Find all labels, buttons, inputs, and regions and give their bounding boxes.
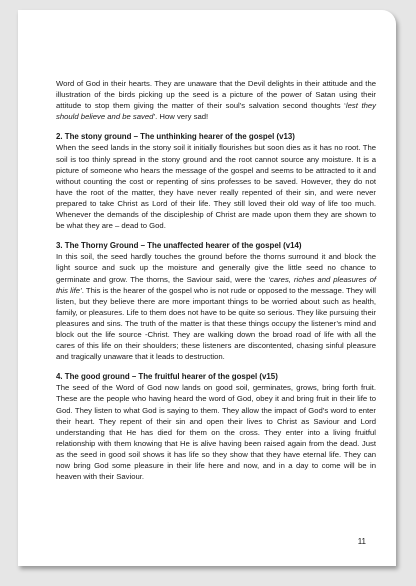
section-3-text-2: . This is the hearer of the gospel who is not rude or opposed to the message. They will listen, but they believe there are more important things to be worried about such as health, family, or pleasures. Life to them does not have to be quite so serious. They like pursuing their pleasures and sins. The truth of the matter is that these things occupy the listener’s mind and block out the life source -Christ. They are walking down the broad road of life with all the cares of this life on their shoulders; these listeners are discontented, chasing sinful pleasure and tragically unaware that it leads to destruction. <box>56 285 376 362</box>
document-page <box>18 10 396 566</box>
intro-paragraph <box>56 78 376 122</box>
intro-text-1: Word of God in their hearts. They are unaware that the Devil delights in their attitude and the illustration of the birds picking up the seed is a picture of the power of Satan using their attitude to stop them giving the matter of their soul’s salvation second thoughts ‘ <box>56 79 376 111</box>
page-content <box>56 78 376 491</box>
section-4-heading: 4. The good ground – The fruitful hearer of the gospel (v15) <box>56 372 278 382</box>
intro-text-2: ’. How very sad! <box>153 112 209 122</box>
section-3-body <box>56 251 376 362</box>
intro-quote: lest they should believe and be saved <box>56 101 376 122</box>
section-3-text-1: In this soil, the seed hardly touches the ground before the thorns surround it and block the light source and suck up the moisture and generally give the little seed no chance to germinate and grow. The thorns, the Saviour said, were the <box>56 252 376 284</box>
section-3-quote: ‘cares, riches and pleasures of this life’ <box>56 274 376 295</box>
section-2-heading: 2. The stony ground – The unthinking hearer of the gospel (v13) <box>56 132 295 142</box>
section-3-heading: 3. The Thorny Ground – The unaffected hearer of the gospel (v14) <box>56 241 302 251</box>
page-number: 11 <box>357 537 366 546</box>
section-4-body: The seed of the Word of God now lands on good soil, germinates, grows, bring forth fruit. These are the people who having heard the word of God, obey it and bring fruit in their life to God. They listen to what God is saying to them. They allow the impact of God’s word to enter their heart. They repent of their sin and open their lives to Christ as Saviour and Lord understanding that He has died for them on the cross. They enter into a living fruitful relationship with them knowing that He is alive having been raised again from the dead. Just as the seed in good soil shows it has life so they show that they have eternal life. They can now bring God some pleasure in their life here and now, and in a day to come will be in heaven with their Saviour. <box>56 383 376 482</box>
section-2-body: When the seed lands in the stony soil it initially flourishes but soon dies as it has no root. The soil is too thinly spread in the stony ground and the root cannot source any moisture. It is a picture of someone who hears the message of the gospel and seems to be attracted to it and without counting the cost or repenting of sins professes to be saved. However, they do not have the root of the matter, they have never really repented of their sin, and were never prepared to take Christ as Lord of their life. They still loved their old way of life too much. Whenever the demands of the discipleship of Christ are made upon them they are shown to be what they are – dead to God. <box>56 143 376 231</box>
